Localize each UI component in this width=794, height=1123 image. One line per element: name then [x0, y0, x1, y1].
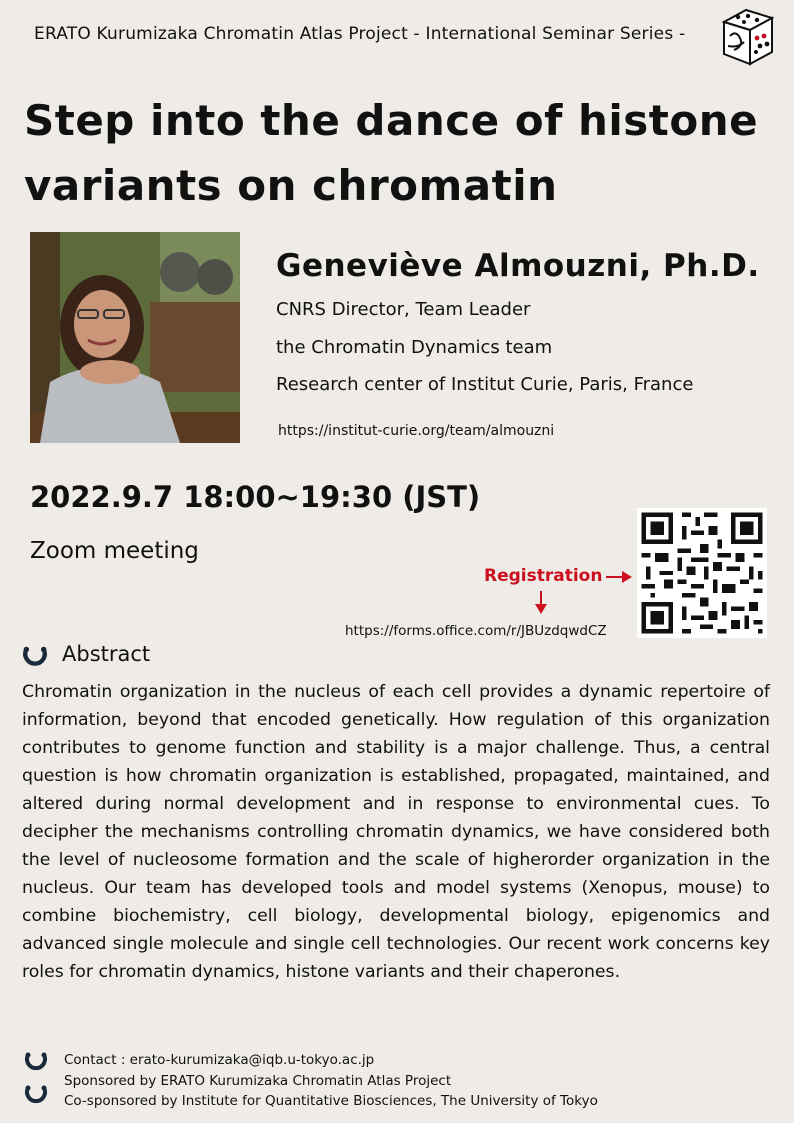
speaker-affiliation: the Chromatin Dynamics team	[276, 337, 553, 358]
speaker-affiliation: Research center of Institut Curie, Paris, France	[276, 374, 694, 395]
horseshoe-bullet-icon	[24, 1084, 48, 1106]
project-cube-logo	[716, 6, 778, 68]
abstract-body: Chromatin organization in the nucleus of each cell provides a dynamic repertoire of information, beyond that encoded genetically. How regulation of this organization contributes to genome function and stability is a major challenge. Thus, a central question is how chromatin organization is established, propagated, maintained, and altered during normal development and in response to environmental cues. To decipher the mechanisms controlling chromatin dynamics, we have considered both the level of nucleosome formation and the scale of higherorder organization in the nucleus. Our team has developed tools and model systems (Xenopus, mouse) to combine biochemistry, cell biology, developmental biology, epigenomics and advanced single molecule and single cell technologies. Our recent work concerns key roles for chromatin dynamics, histone variants and their chaperones.	[22, 682, 770, 982]
speaker-photo	[30, 232, 240, 443]
horseshoe-bullet-icon	[24, 1051, 48, 1073]
arrow-down-icon	[533, 590, 549, 616]
speaker-affiliation: CNRS Director, Team Leader	[276, 299, 531, 320]
registration-label: Registration	[484, 566, 603, 586]
cosponsor-info: Co-sponsored by Institute for Quantitative Biosciences, The University of Tokyo	[64, 1093, 598, 1109]
speaker-name: Geneviève Almouzni, Ph.D.	[276, 248, 760, 284]
registration-url-link[interactable]: https://forms.office.com/r/JBUzdqwdCZ	[345, 623, 607, 639]
series-header: ERATO Kurumizaka Chromatin Atlas Project - International Seminar Series -	[34, 24, 686, 44]
page-title: Step into the dance of histone variants on chromatin	[24, 96, 759, 210]
speaker-url-link[interactable]: https://institut-curie.org/team/almouzni	[278, 423, 555, 439]
event-datetime: 2022.9.7 18:00~19:30 (JST)	[30, 480, 481, 514]
qr-code-icon[interactable]	[637, 508, 767, 638]
horseshoe-bullet-icon	[22, 645, 48, 669]
sponsor-info: Sponsored by ERATO Kurumizaka Chromatin Atlas Project	[64, 1073, 452, 1089]
event-venue: Zoom meeting	[30, 538, 199, 564]
contact-info: Contact : erato-kurumizaka@iqb.u-tokyo.ac.jp	[64, 1052, 375, 1068]
arrow-right-icon	[604, 567, 634, 587]
abstract-heading: Abstract	[62, 642, 151, 666]
